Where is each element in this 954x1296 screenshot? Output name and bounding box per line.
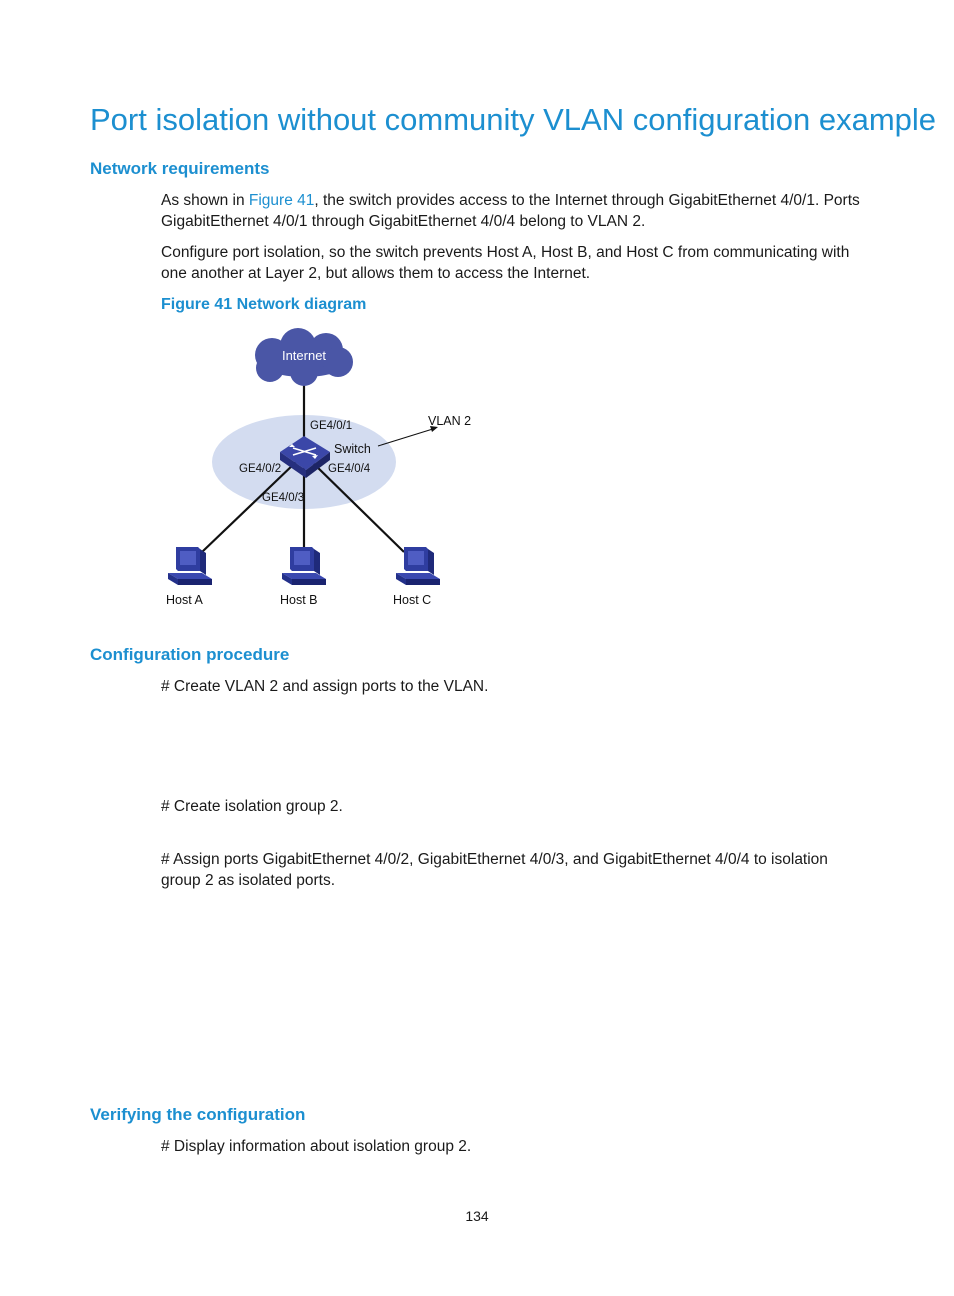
para1-suffix: , the switch provides access to the Internet through GigabitEthernet 4/0/1. Ports GigabitEthernet 4/0/1 through GigabitEthernet 4/0/4 belong to VLAN 2. bbox=[161, 192, 860, 230]
step-create-vlan: # Create VLAN 2 and assign ports to the VLAN. bbox=[161, 678, 489, 695]
host-c-computer-icon bbox=[396, 547, 440, 585]
step-display-isolation-group: # Display information about isolation group 2. bbox=[161, 1138, 472, 1155]
port-label-ge401: GE4/0/1 bbox=[310, 420, 353, 432]
cloud-label: Internet bbox=[281, 348, 327, 363]
vlan-pointer-line bbox=[378, 428, 436, 446]
port-label-ge404: GE4/0/4 bbox=[328, 463, 371, 475]
port-label-ge402: GE4/0/2 bbox=[239, 463, 282, 475]
vlan-label: VLAN 2 bbox=[428, 414, 472, 428]
page-title: Port isolation without community VLAN configuration example bbox=[90, 102, 937, 137]
host-b-label: Host B bbox=[280, 593, 318, 607]
page-number: 134 bbox=[465, 1208, 489, 1224]
step-assign-isolated-ports: # Assign ports GigabitEthernet 4/0/2, GigabitEthernet 4/0/3, and GigabitEthernet 4/0/4 to isolation group 2 as isolated ports. bbox=[161, 851, 828, 889]
host-c-label: Host C bbox=[393, 593, 432, 607]
step-create-isolation-group: # Create isolation group 2. bbox=[161, 798, 343, 815]
network-diagram bbox=[150, 325, 510, 615]
para1-prefix: As shown in bbox=[161, 192, 249, 209]
port-label-ge403: GE4/0/3 bbox=[262, 492, 305, 504]
figure-41-link[interactable]: Figure 41 bbox=[248, 192, 315, 209]
paragraph-network-requirements-2: Configure port isolation, so the switch prevents Host A, Host B, and Host C from communicating with one another at Layer 2, but allows them to access the Internet. bbox=[161, 244, 850, 282]
paragraph-network-requirements-1 bbox=[161, 190, 871, 232]
host-a-label: Host A bbox=[166, 593, 203, 607]
heading-verifying-configuration: Verifying the configuration bbox=[90, 1105, 306, 1124]
host-a-computer-icon bbox=[168, 547, 212, 585]
switch-label: Switch bbox=[334, 442, 371, 456]
heading-configuration-procedure: Configuration procedure bbox=[90, 645, 290, 664]
host-b-computer-icon bbox=[282, 547, 326, 585]
figure-caption: Figure 41 Network diagram bbox=[161, 296, 367, 313]
heading-network-requirements: Network requirements bbox=[90, 159, 270, 178]
